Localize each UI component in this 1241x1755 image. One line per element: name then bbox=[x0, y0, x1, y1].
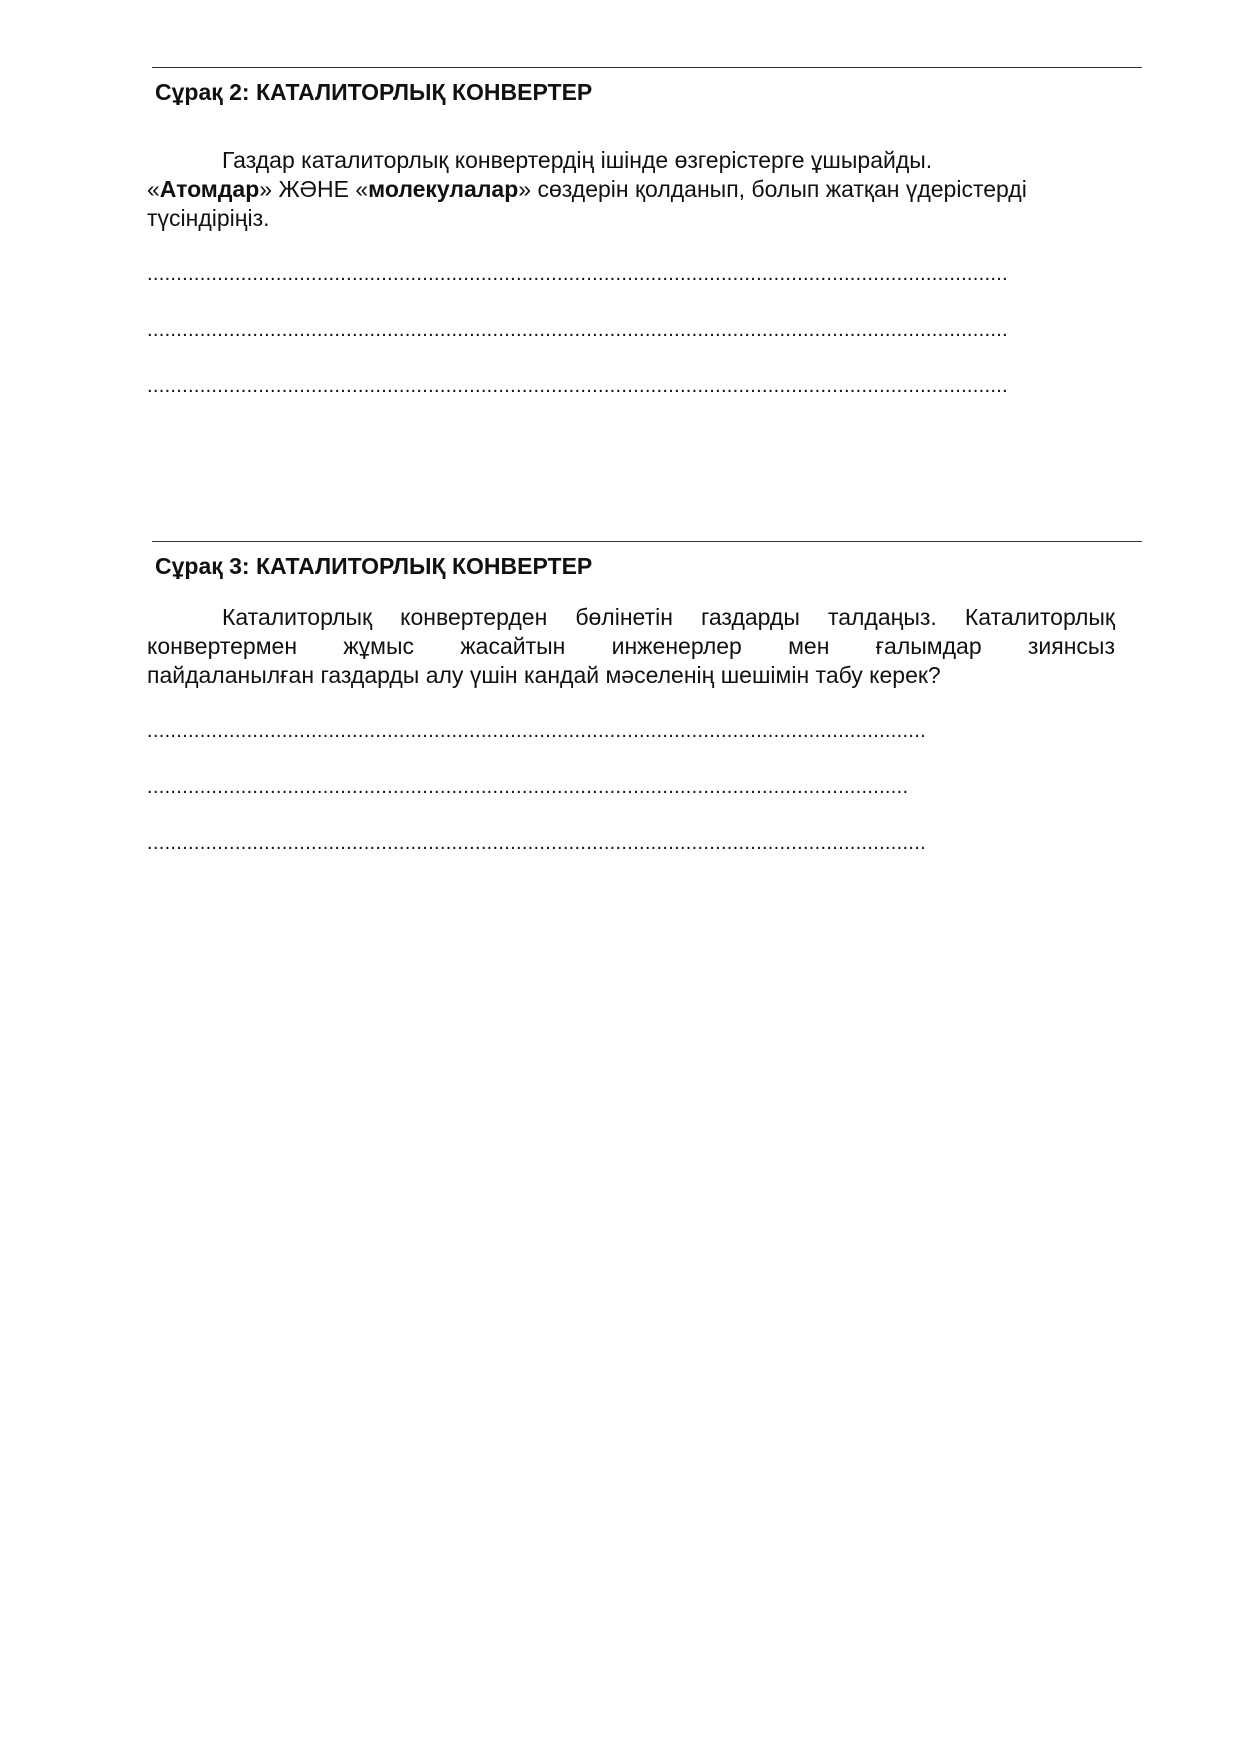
question-2-line-3: түсіндіріңіз. bbox=[147, 205, 270, 231]
question-2-title: Сұрақ 2: КАТАЛИТОРЛЫҚ КОНВЕРТЕР bbox=[155, 79, 593, 105]
question-2-text bbox=[147, 146, 1115, 233]
answer-line-3-2[interactable]: .................................................................................................................................. bbox=[147, 776, 909, 798]
keyword-atoms: Атомдар bbox=[159, 176, 260, 202]
top-divider bbox=[152, 67, 1142, 68]
question-3-title: Сұрақ 3: КАТАЛИТОРЛЫҚ КОНВЕРТЕР bbox=[155, 553, 593, 579]
question-2-line-2: «Атомдар» ЖӘНЕ «молекулалар» сөздерін қолданып, болып жатқан үдерістерді bbox=[147, 176, 1027, 202]
answer-line-2-2[interactable]: ................................................................................................................................................... bbox=[147, 319, 1008, 341]
answer-line-2-3[interactable]: ................................................................................................................................................... bbox=[147, 375, 1008, 397]
answer-line-3-1[interactable]: ..................................................................................................................................... bbox=[147, 720, 926, 742]
question-2-line-1: Газдар каталиторлық конвертердің ішінде өзгерістерге ұшырайды. bbox=[222, 147, 933, 173]
answer-line-2-1[interactable]: ................................................................................................................................................... bbox=[147, 263, 1008, 285]
question-3-text bbox=[147, 603, 1115, 690]
middle-divider bbox=[152, 541, 1142, 542]
answer-line-3-3[interactable]: ..................................................................................................................................... bbox=[147, 832, 926, 854]
keyword-molecules: молекулалар bbox=[368, 176, 519, 202]
question-3-paragraph-start: Каталиторлық конвертерден бөлінетін газдарды талдаңыз. Каталиторлық конвертермен жұмыс жасайтын инженерлер мен ғалымдар зиянсыз bbox=[147, 604, 1115, 659]
question-3-paragraph-end: пайдаланылған газдарды алу үшін кандай мәселенің шешімін табу керек? bbox=[147, 662, 941, 688]
